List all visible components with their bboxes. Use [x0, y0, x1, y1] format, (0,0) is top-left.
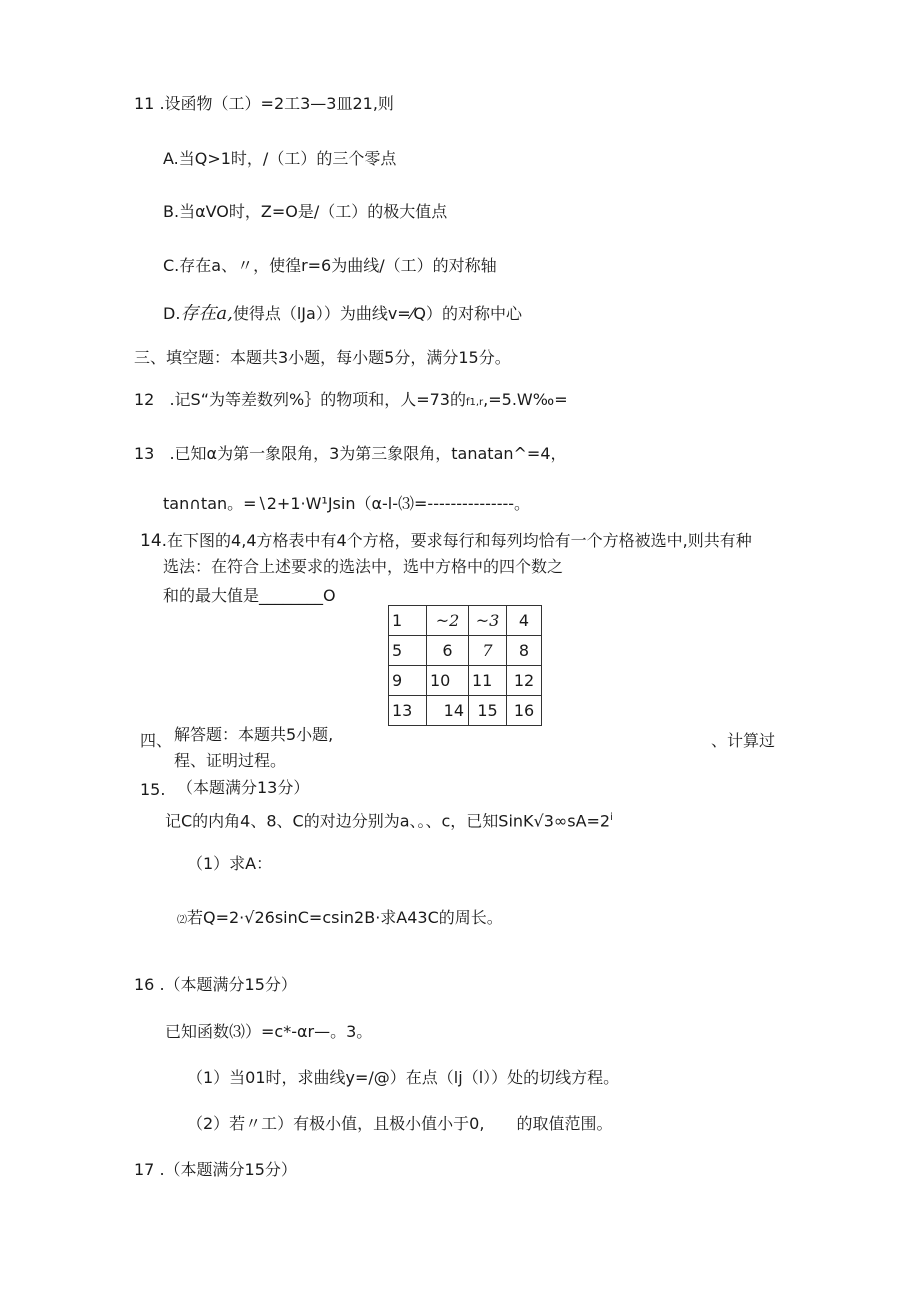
- q15-part2-label: ⑵: [177, 915, 187, 926]
- q14-line3: 和的最大值是________O: [163, 586, 336, 605]
- q13-text: .已知α为第一象限角，3为第三象限角，tanatan^=4，: [169, 444, 567, 463]
- q11-option-b: B.当αVO时，Z=O是/（工）的极大值点: [163, 202, 448, 221]
- grid-cell: 9: [389, 666, 427, 696]
- q16-part2: [187, 1114, 612, 1134]
- grid-cell: 8: [507, 636, 542, 666]
- q14-grid: [388, 605, 542, 726]
- q12-number: 12: [134, 390, 155, 409]
- q15-number: 15.: [140, 780, 166, 799]
- grid-cell: 11: [469, 666, 507, 696]
- q14-line2: 选法：在符合上述要求的选法中，选中方格中的四个数之: [163, 557, 564, 576]
- section-3-heading: 三、填空题：本题共3小题，每小题5分，满分15分。: [134, 348, 511, 367]
- grid-cell: 10: [427, 666, 469, 696]
- section-4-line2: 程、证明过程。: [174, 751, 287, 770]
- section-4-right: 、计算过: [711, 731, 776, 750]
- grid-cell: 5: [389, 636, 427, 666]
- q14: [140, 531, 752, 551]
- grid-cell: 14: [427, 696, 469, 726]
- q11-option-d-italic: 存在a,: [180, 303, 233, 324]
- q16-part1: （1）当01时，求曲线y=/@）在点（lj（l））处的切线方程。: [187, 1068, 620, 1087]
- q11-option-a: A.当Q>1时，/（工）的三个零点: [163, 149, 397, 168]
- q11-option-d-prefix: D.: [163, 304, 181, 323]
- section-4-label: 四、: [140, 731, 173, 750]
- grid-row: [389, 636, 542, 666]
- q11-option-d-rest: 使得点（lJa））为曲线v=⁄Q）的对称中心: [232, 304, 522, 323]
- q11-option-c: C.存在a、〃，使徨r=6为曲线/（工）的对称轴: [163, 256, 497, 275]
- grid-cell: 12: [507, 666, 542, 696]
- grid-cell: 1: [389, 606, 427, 636]
- q15-body: [165, 808, 613, 831]
- q12: [134, 390, 568, 413]
- q15-body-text: 记C的内角4、8、C的对边分别为a、。、c，已知SinK√3∞sA=2: [165, 811, 611, 831]
- q14-text: 在下图的4,4方格表中有4个方格，要求每行和每列均恰有一个方格被选中,则共有种: [167, 531, 752, 550]
- q14-number: 14.: [140, 531, 168, 551]
- q16-part2-tail: 的取值范围。: [516, 1114, 613, 1133]
- grid-row: [389, 606, 542, 636]
- grid-cell: 6: [427, 636, 469, 666]
- q15-header: （本题满分13分）: [177, 778, 310, 797]
- q11-stem: 11 .设函物（工）=2工3—3皿21,则: [134, 94, 394, 113]
- q13-line2: tan∩tan。=∖2+1·W¹Jsin（α-l-⑶=---------------。: [163, 494, 531, 513]
- grid-cell: 15: [469, 696, 507, 726]
- q16-header: 16 .（本题满分15分）: [134, 975, 297, 994]
- grid-cell: ~3: [469, 606, 507, 636]
- grid-row: [389, 666, 542, 696]
- q15-superscript: i: [610, 812, 613, 823]
- grid-cell: 13: [389, 696, 427, 726]
- grid-cell: ~2: [427, 606, 469, 636]
- q13: [134, 444, 567, 464]
- grid-cell: 4: [507, 606, 542, 636]
- q12-subscript: f1,r: [465, 397, 484, 408]
- q16-part2-text: （2）若〃工）有极小值，且极小值小于0,: [187, 1114, 485, 1133]
- q15-part1: （1）求A：: [187, 854, 273, 873]
- q16-body: 已知函数⑶）=c*-αr—。3。: [165, 1022, 373, 1041]
- q12-text: .记S“为等差数列%｝的物项和，人=73的: [169, 390, 466, 409]
- q15-part2: [177, 908, 503, 931]
- section-4-heading: 解答题：本题共5小题,: [174, 725, 334, 744]
- q13-number: 13: [134, 444, 155, 463]
- q15-part2-text: 若Q=2·√26sinC=csin2B·求A43C的周长。: [187, 908, 503, 927]
- q11-option-d: [163, 304, 522, 324]
- grid-cell: 7: [469, 636, 507, 666]
- grid-row: [389, 696, 542, 726]
- q12-tail: ,=5.W‰=: [483, 390, 568, 409]
- grid-cell: 16: [507, 696, 542, 726]
- q17-header: 17 .（本题满分15分）: [134, 1160, 297, 1179]
